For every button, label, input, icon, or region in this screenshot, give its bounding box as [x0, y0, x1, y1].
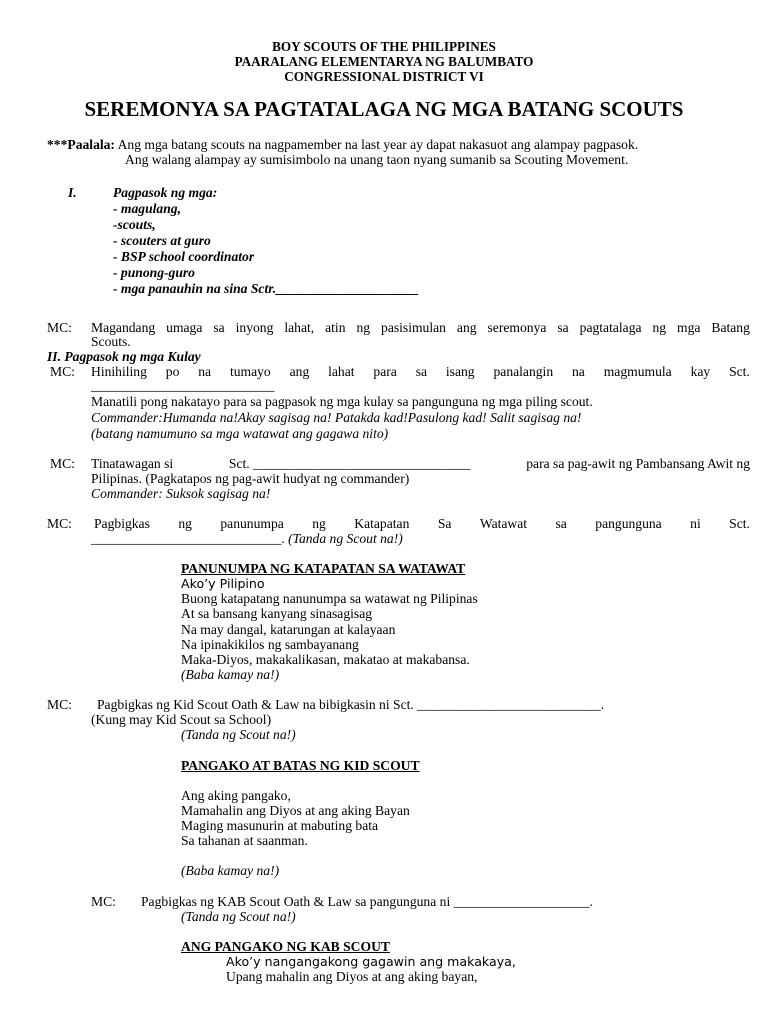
instruction: (Tanda ng Scout na!) — [288, 531, 403, 546]
mc-2-line-3: Manatili pong nakatayo para sa pagpasok ng mga kulay sa pangunguna ng mga piling scout. — [91, 394, 593, 409]
word: ang — [289, 364, 310, 379]
word: magmumula — [603, 364, 672, 379]
word: inyong — [235, 320, 274, 335]
word: pagtatalaga — [579, 320, 642, 335]
word: ng — [652, 320, 667, 335]
kid-scout-end: (Baba kamay na!) — [181, 863, 280, 878]
word: Watawat — [479, 516, 528, 531]
word: pasisimulan — [381, 320, 446, 335]
kab-scout-line: Ako’y nangangakong gagawin ang makakaya, — [226, 954, 516, 969]
header-line-3: CONGRESSIONAL DISTRICT VI — [284, 69, 484, 84]
kid-scout-line: Maging masunurin at mabuting bata — [181, 818, 379, 833]
word: ng — [312, 516, 326, 531]
word: po — [165, 364, 180, 379]
pledge-end: (Baba kamay na!) — [181, 667, 280, 682]
pledge-heading: PANUNUMPA NG KATAPATAN SA WATAWAT — [181, 561, 466, 576]
section-1-item: - scouters at guro — [113, 233, 211, 248]
pledge-line: Buong katapatang nanunumpa sa watawat ng Pilipinas — [181, 591, 478, 606]
word: kay — [690, 364, 711, 379]
kid-scout-heading: PANGAKO AT BATAS NG KID SCOUT — [181, 758, 420, 773]
word: seremonya — [487, 320, 547, 335]
section-1-numeral: I. — [68, 185, 77, 200]
word: Hinihiling — [91, 364, 147, 379]
pledge-line: Na may dangal, katarungan at kalayaan — [181, 622, 396, 637]
section-1-heading: Pagpasok ng mga: — [113, 185, 218, 200]
word: ni — [690, 516, 701, 531]
section-1-item: - punong-guro — [113, 265, 195, 280]
section-1-item: - mga panauhin na sina Sctr._____________________ — [113, 281, 419, 296]
word: sa — [213, 320, 225, 335]
pledge-line: At sa bansang kanyang sinasagisag — [181, 606, 373, 621]
kid-scout-line: Sa tahanan at saanman. — [181, 833, 308, 848]
word: Katapatan — [354, 516, 410, 531]
mc-label: MC: — [50, 364, 75, 379]
blank-line: ____________________________. — [91, 531, 289, 546]
word: sa — [557, 320, 569, 335]
word: ng — [178, 516, 192, 531]
note-line-2: Ang walang alampay ay sumisimbolo na unang taon nyang sumanib sa Scouting Movement. — [125, 152, 629, 167]
word: para sa pag-awit ng Pambansang Awit ng — [526, 456, 750, 471]
instruction: (Tanda ng Scout na!) — [181, 909, 296, 924]
header-line-2: PAARALANG ELEMENTARYA NG BALUMBATO — [234, 54, 534, 69]
section-1-item: - magulang, — [113, 201, 181, 216]
word: mga — [677, 320, 701, 335]
word: panalangin — [493, 364, 554, 379]
word: Tinatawagan si — [91, 456, 174, 471]
word: tumayo — [229, 364, 271, 379]
word: Sa — [437, 516, 452, 531]
kab-scout-line: Upang mahalin ang Diyos at ang aking bayan, — [226, 969, 478, 984]
word: Sct. — [729, 516, 750, 531]
pledge-line: Maka-Diyos, makakalikasan, makatao at makabansa. — [181, 652, 470, 667]
section-1-item: -scouts, — [113, 217, 156, 232]
kid-scout-line: Ang aking pangako, — [181, 788, 291, 803]
word: sa — [555, 516, 567, 531]
word: para — [373, 364, 397, 379]
note-label: ***Paalala: — [47, 137, 115, 152]
mc-2-line-5: (batang namumuno sa mga watawat ang gagawa nito) — [91, 426, 389, 441]
word: Batang — [711, 320, 750, 335]
note-line-1 — [47, 137, 638, 153]
word: isang — [445, 364, 475, 379]
word: panunumpa — [220, 516, 284, 531]
mc-4-line-2 — [91, 531, 403, 547]
word: na — [572, 364, 585, 379]
mc-label: MC: — [47, 516, 72, 531]
instruction: (Tanda ng Scout na!) — [181, 727, 296, 742]
section-2-heading: II. Pagpasok ng mga Kulay — [47, 349, 201, 364]
commander-instruction: Commander: Suksok sagisag na! — [91, 486, 271, 501]
mc-label: MC: — [47, 697, 72, 712]
mc-1-line-1 — [91, 320, 750, 336]
blank-line: ___________________________ — [91, 378, 275, 393]
mc-3-line-1 — [91, 456, 750, 472]
word: atin — [325, 320, 346, 335]
mc-4-line-1 — [94, 516, 750, 532]
note-text-1: Ang mga batang scouts na nagpamember na last year ay dapat nakasuot ang alampay pagpasok. — [114, 137, 639, 152]
mc-label: MC: — [50, 456, 75, 471]
mc-3-line-2: Pilipinas. (Pagkatapos ng pag-awit hudyat ng commander) — [91, 471, 410, 486]
word: ng — [356, 320, 371, 335]
word: umaga — [166, 320, 203, 335]
word: lahat, — [284, 320, 315, 335]
pledge-line: Na ipinakikilos ng sambayanang — [181, 637, 359, 652]
kid-scout-line: Mamahalin ang Diyos at ang aking Bayan — [181, 803, 410, 818]
word: ang — [456, 320, 477, 335]
word: sa — [415, 364, 428, 379]
mc-5-line-2: (Kung may Kid Scout sa School) — [91, 712, 272, 727]
mc-5-line-1: Pagbigkas ng Kid Scout Oath & Law na bibigkasin ni Sct. ___________________________. — [97, 697, 605, 712]
word: Sct. ________________________________ — [228, 456, 471, 471]
word: na — [198, 364, 212, 379]
word: Sct. — [729, 364, 750, 379]
word: Magandang — [91, 320, 156, 335]
pledge-line: Ako’y Pilipino — [181, 576, 265, 591]
document-title: SEREMONYA SA PAGTATALAGA NG MGA BATANG SCOUTS — [84, 97, 684, 121]
mc-label: MC: — [91, 894, 116, 909]
section-1-item: - BSP school coordinator — [113, 249, 255, 264]
commander-instruction: Commander:Humanda na!Akay sagisag na! Patakda kad!Pasulong kad! Salit sagisag na! — [91, 410, 582, 425]
mc-label: MC: — [47, 320, 72, 335]
word: pangunguna — [595, 516, 662, 531]
header-line-1: BOY SCOUTS OF THE PHILIPPINES — [272, 39, 496, 54]
mc-6-line-1: Pagbigkas ng KAB Scout Oath & Law sa pangunguna ni ____________________. — [141, 894, 593, 909]
kab-scout-heading: ANG PANGAKO NG KAB SCOUT — [181, 939, 390, 954]
mc-1-line-2: Scouts. — [91, 334, 131, 349]
word: lahat — [328, 364, 355, 379]
word: Pagbigkas — [94, 516, 150, 531]
